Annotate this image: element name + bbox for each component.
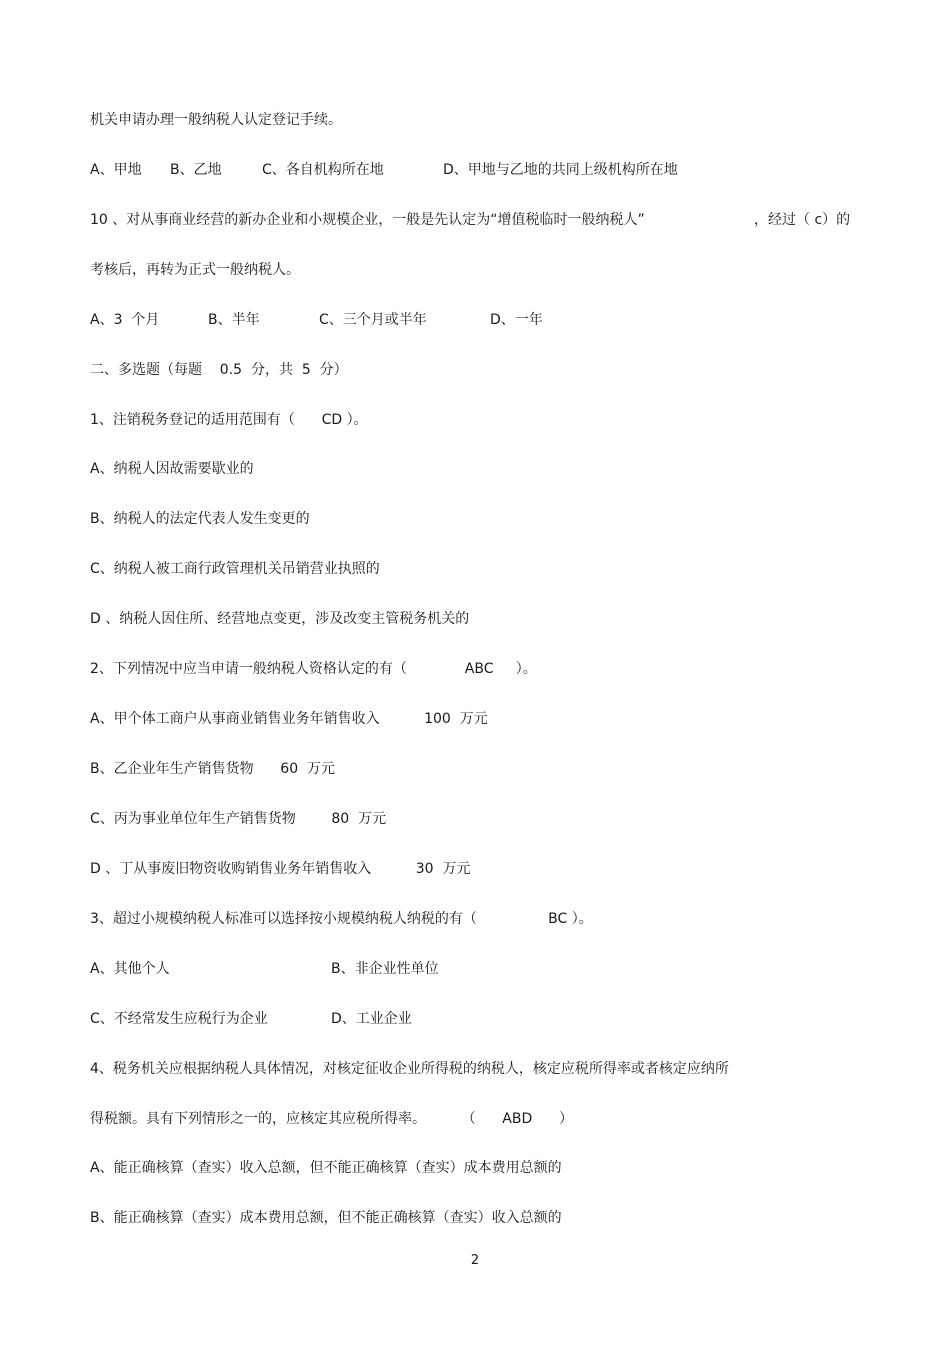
option-c: C、各自机构所在地 — [262, 162, 384, 178]
option-line: B、乙企业年生产销售货物 60 万元 — [90, 761, 336, 777]
option-line: D 、纳税人因住所、经营地点变更，涉及改变主管税务机关的 — [90, 611, 470, 627]
question-line: 1、注销税务登记的适用范围有（ CD ）。 — [90, 412, 368, 428]
option-line: B、纳税人的法定代表人发生变更的 — [90, 511, 310, 527]
option-line: A、纳税人因故需要歇业的 — [90, 461, 254, 477]
text-line: 考核后，再转为正式一般纳税人。 — [90, 262, 300, 278]
question-line: 3、超过小规模纳税人标准可以选择按小规模纳税人纳税的有（ BC ）。 — [90, 911, 593, 927]
option-b: B、半年 — [208, 312, 260, 328]
option-b: B、乙地 — [170, 162, 222, 178]
text-line: 机关申请办理一般纳税人认定登记手续。 — [90, 112, 342, 128]
option-a: A、甲地 — [90, 162, 142, 178]
question-line: 4、税务机关应根据纳税人具体情况，对核定征收企业所得税的纳税人，核定应税所得率或者核定应纳所 — [90, 1061, 729, 1077]
question-text: 10 、对从事商业经营的新办企业和小规模企业，一般是先认定为“增值税临时一般纳税人” — [90, 212, 645, 228]
option-c: C、三个月或半年 — [319, 312, 427, 328]
option-d: D、一年 — [490, 312, 543, 328]
option-line: D 、丁从事废旧物资收购销售业务年销售收入 30 万元 — [90, 861, 471, 877]
option-c: C、不经常发生应税行为企业 — [90, 1011, 268, 1027]
option-line: A、能正确核算（查实）收入总额，但不能正确核算（查实）成本费用总额的 — [90, 1160, 562, 1176]
option-line: A、甲个体工商户从事商业销售业务年销售收入 100 万元 — [90, 711, 488, 727]
option-a: A、3 个月 — [90, 312, 160, 328]
option-line: B、能正确核算（查实）成本费用总额，但不能正确核算（查实）收入总额的 — [90, 1210, 562, 1226]
section-heading: 二、多选题（每题 0.5 分，共 5 分） — [90, 362, 348, 378]
option-d: D、甲地与乙地的共同上级机构所在地 — [443, 162, 678, 178]
option-b: B、非企业性单位 — [331, 961, 439, 977]
option-line: C、纳税人被工商行政管理机关吊销营业执照的 — [90, 561, 380, 577]
page-number: 2 — [470, 1253, 480, 1268]
option-d: D、工业企业 — [331, 1011, 412, 1027]
question-text-tail: ，经过（ c）的 — [754, 212, 851, 228]
question-line: 2、下列情况中应当申请一般纳税人资格认定的有（ ABC ）。 — [90, 661, 537, 677]
option-line: C、丙为事业单位年生产销售货物 80 万元 — [90, 811, 387, 827]
question-line: 得税额。具有下列情形之一的，应核定其应税所得率。 （ ABD ） — [90, 1111, 573, 1127]
option-a: A、其他个人 — [90, 961, 170, 977]
